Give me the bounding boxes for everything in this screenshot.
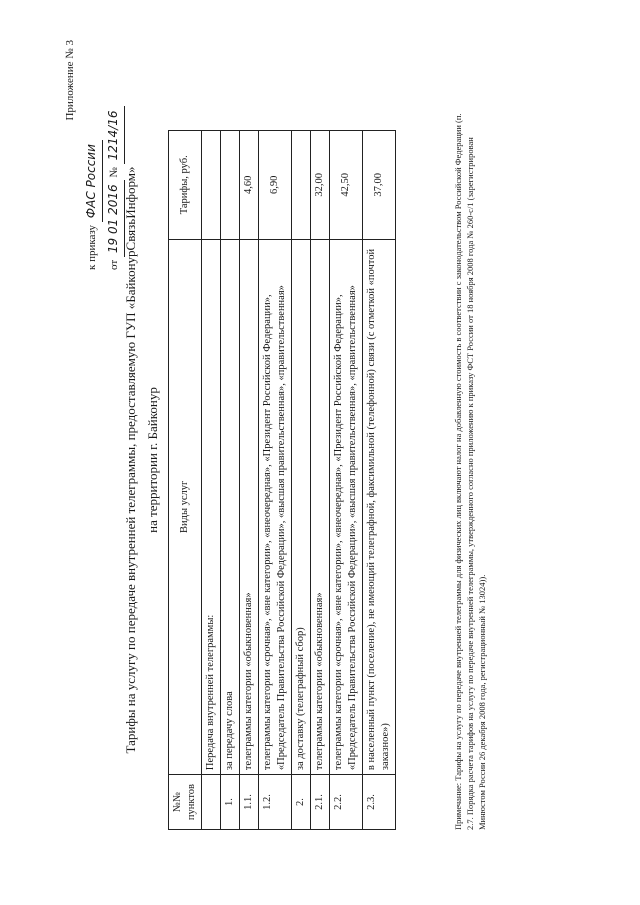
row-num: 1.1. (240, 775, 259, 830)
row-service: в населенный пункт (поселение), не имеющий телеграфной, факсимильной (телефонной) связи (с отметкой «почтой заказное») (363, 239, 396, 775)
row-service: Передача внутренней телеграммы: (202, 239, 221, 775)
row-price: 42,50 (330, 131, 363, 240)
order-date-number: от 19 01 2016 № 1214/16 (103, 40, 125, 270)
tariff-table (168, 130, 396, 830)
agency-name: ФАС России (81, 140, 103, 222)
header-service: Виды услуг (169, 239, 202, 775)
row-service: за передачу слова (221, 239, 240, 775)
order-reference: к приказу ФАС России (81, 40, 103, 270)
appendix-header (60, 40, 125, 270)
row-service: телеграммы категории «обыкновенная» (240, 239, 259, 775)
row-num: 1.2. (259, 775, 292, 830)
header-price: Тарифы, руб. (169, 131, 202, 240)
row-service: телеграммы категории «срочная», «вне категории», «внеочередная», «Президент Российской Федерации», «Председатель Правительства Российской Федерации», «высшая правительственная», «правительственная» (259, 239, 292, 775)
row-service: за доставку (телеграфный сбор) (292, 239, 311, 775)
table-row (240, 131, 259, 830)
row-service: телеграммы категории «обыкновенная» (311, 239, 330, 775)
table-header-row (169, 131, 202, 830)
table-row (311, 131, 330, 830)
order-date: 19 01 2016 (103, 180, 125, 257)
row-price (202, 131, 221, 240)
row-price: 32,00 (311, 131, 330, 240)
row-num (202, 775, 221, 830)
row-price (221, 131, 240, 240)
order-number: 1214/16 (103, 107, 125, 165)
row-price: 37,00 (363, 131, 396, 240)
row-num: 2.2. (330, 775, 363, 830)
table-row (202, 131, 221, 830)
table-row (221, 131, 240, 830)
header-num: №№ пунктов (169, 775, 202, 830)
table-row (330, 131, 363, 830)
row-service: телеграммы категории «срочная», «вне категории», «внеочередная», «Президент Российской Федерации», «Председатель Правительства Российской Федерации», «высшая правительственная», «правительственная» (330, 239, 363, 775)
table-row (259, 131, 292, 830)
row-num: 2.3. (363, 775, 396, 830)
row-price: 4,60 (240, 131, 259, 240)
title-line-2: на территории г. Байконур (145, 387, 160, 533)
table-row (363, 131, 396, 830)
row-num: 2. (292, 775, 311, 830)
row-price (292, 131, 311, 240)
appendix-label: Приложение № 3 (64, 40, 76, 121)
rotated-content (60, 40, 510, 860)
row-price: 6,90 (259, 131, 292, 240)
title-line-1: Тарифы на услугу по передаче внутренней телеграммы, предоставляемую ГУП «БайконурСвязьИнформ» (123, 166, 138, 754)
row-num: 2.1. (311, 775, 330, 830)
footnote: Примечание: Тарифы на услугу по передаче внутренней телеграммы для физических лиц включают налог на добавленную стоимость в соответствии с законодательством Российской Федерации (п. 2.7. Порядка расчета тарифов на услугу по передаче внутренней телеграммы, утвержденного согласно приложению к приказу ФСТ России от 18 ноября 2008 года № 260-с/1 (зарегистрирован Минюстом России 26 декабря 2008 года, регистрационный № 13024)). (453, 113, 487, 830)
row-num: 1. (221, 775, 240, 830)
document-title (120, 80, 164, 840)
table-row (292, 131, 311, 830)
